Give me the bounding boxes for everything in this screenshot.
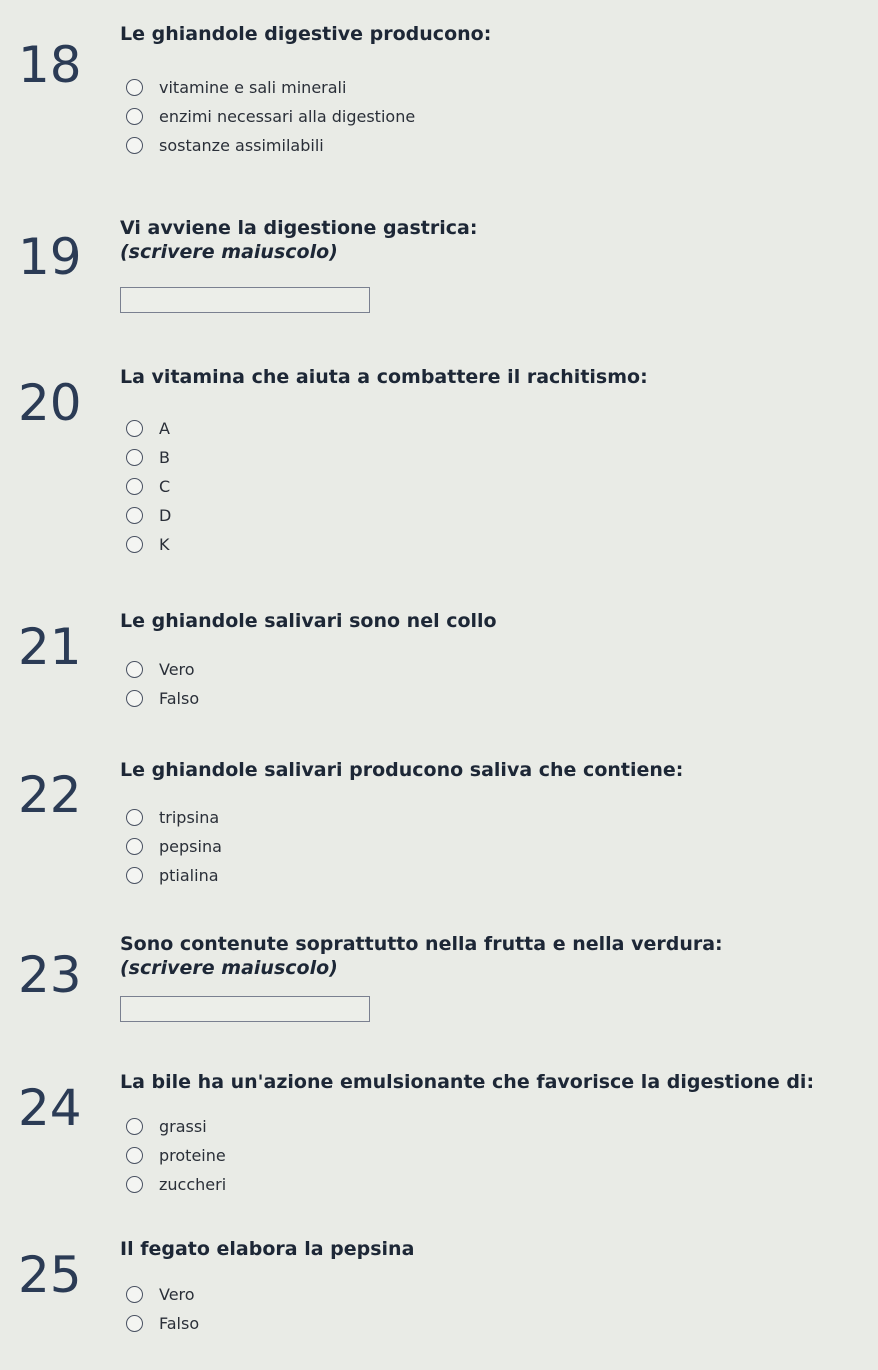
question-number: 21 <box>18 618 82 676</box>
option-label: grassi <box>159 1117 207 1136</box>
option-b[interactable] <box>126 443 171 472</box>
question-text: Le ghiandole salivari producono saliva che contiene: <box>120 759 684 781</box>
option-list <box>126 73 415 160</box>
option-k[interactable] <box>126 530 171 559</box>
option-proteine[interactable] <box>126 1141 226 1170</box>
radio-button[interactable] <box>126 1147 143 1164</box>
radio-button[interactable] <box>126 1315 143 1332</box>
option-label: Vero <box>159 660 195 679</box>
option-zuccheri[interactable] <box>126 1170 226 1199</box>
radio-button[interactable] <box>126 809 143 826</box>
option-label: ptialina <box>159 866 219 885</box>
option-d[interactable] <box>126 501 171 530</box>
radio-button[interactable] <box>126 507 143 524</box>
question-text <box>120 932 723 980</box>
option-label: enzimi necessari alla digestione <box>159 107 416 126</box>
option-label: pepsina <box>159 837 222 856</box>
radio-button[interactable] <box>126 838 143 855</box>
option-label: vitamine e sali minerali <box>159 78 347 97</box>
option-list <box>126 414 171 559</box>
radio-button[interactable] <box>126 661 143 678</box>
option-sostanze[interactable] <box>126 131 415 160</box>
option-a[interactable] <box>126 414 171 443</box>
radio-button[interactable] <box>126 137 143 154</box>
option-tripsina[interactable] <box>126 803 222 832</box>
option-grassi[interactable] <box>126 1112 226 1141</box>
option-label: zuccheri <box>159 1175 227 1194</box>
question-text: La bile ha un'azione emulsionante che favorisce la digestione di: <box>120 1071 815 1093</box>
option-label: B <box>159 448 170 467</box>
option-label: K <box>159 535 170 554</box>
answer-input-19[interactable] <box>120 287 370 313</box>
option-c[interactable] <box>126 472 171 501</box>
radio-button[interactable] <box>126 867 143 884</box>
question-number: 25 <box>18 1246 82 1304</box>
option-vero[interactable] <box>126 655 199 684</box>
question-number: 19 <box>18 228 82 286</box>
option-vitamine[interactable] <box>126 73 415 102</box>
option-list <box>126 1280 199 1338</box>
radio-button[interactable] <box>126 478 143 495</box>
question-number: 23 <box>18 946 82 1004</box>
option-list <box>126 1112 226 1199</box>
question-number: 18 <box>18 36 82 94</box>
question-text: Le ghiandole salivari sono nel collo <box>120 610 497 632</box>
radio-button[interactable] <box>126 1118 143 1135</box>
option-label: D <box>159 506 172 525</box>
option-enzimi[interactable] <box>126 102 415 131</box>
option-list <box>126 655 199 713</box>
answer-input-23[interactable] <box>120 996 370 1022</box>
option-label: A <box>159 419 170 438</box>
question-text <box>120 216 477 264</box>
radio-button[interactable] <box>126 1176 143 1193</box>
option-label: C <box>159 477 171 496</box>
option-label: tripsina <box>159 808 220 827</box>
question-hint: (scrivere maiuscolo) <box>120 957 338 979</box>
question-number: 24 <box>18 1079 82 1137</box>
option-label: Falso <box>159 689 200 708</box>
radio-button[interactable] <box>126 420 143 437</box>
radio-button[interactable] <box>126 536 143 553</box>
option-list <box>126 803 222 890</box>
radio-button[interactable] <box>126 79 143 96</box>
option-vero[interactable] <box>126 1280 199 1309</box>
question-text-main: Vi avviene la digestione gastrica: <box>120 217 478 239</box>
option-label: proteine <box>159 1146 226 1165</box>
question-number: 22 <box>18 766 82 824</box>
question-text-main: Sono contenute soprattutto nella frutta e nella verdura: <box>120 933 723 955</box>
question-number: 20 <box>18 374 82 432</box>
question-text: Le ghiandole digestive producono: <box>120 23 492 45</box>
radio-button[interactable] <box>126 1286 143 1303</box>
option-label: Falso <box>159 1314 200 1333</box>
option-ptialina[interactable] <box>126 861 222 890</box>
option-falso[interactable] <box>126 1309 199 1338</box>
question-text: La vitamina che aiuta a combattere il rachitismo: <box>120 366 648 388</box>
option-falso[interactable] <box>126 684 199 713</box>
question-hint: (scrivere maiuscolo) <box>120 241 338 263</box>
option-label: Vero <box>159 1285 195 1304</box>
radio-button[interactable] <box>126 108 143 125</box>
option-pepsina[interactable] <box>126 832 222 861</box>
radio-button[interactable] <box>126 449 143 466</box>
option-label: sostanze assimilabili <box>159 136 324 155</box>
radio-button[interactable] <box>126 690 143 707</box>
question-text: Il fegato elabora la pepsina <box>120 1238 415 1260</box>
